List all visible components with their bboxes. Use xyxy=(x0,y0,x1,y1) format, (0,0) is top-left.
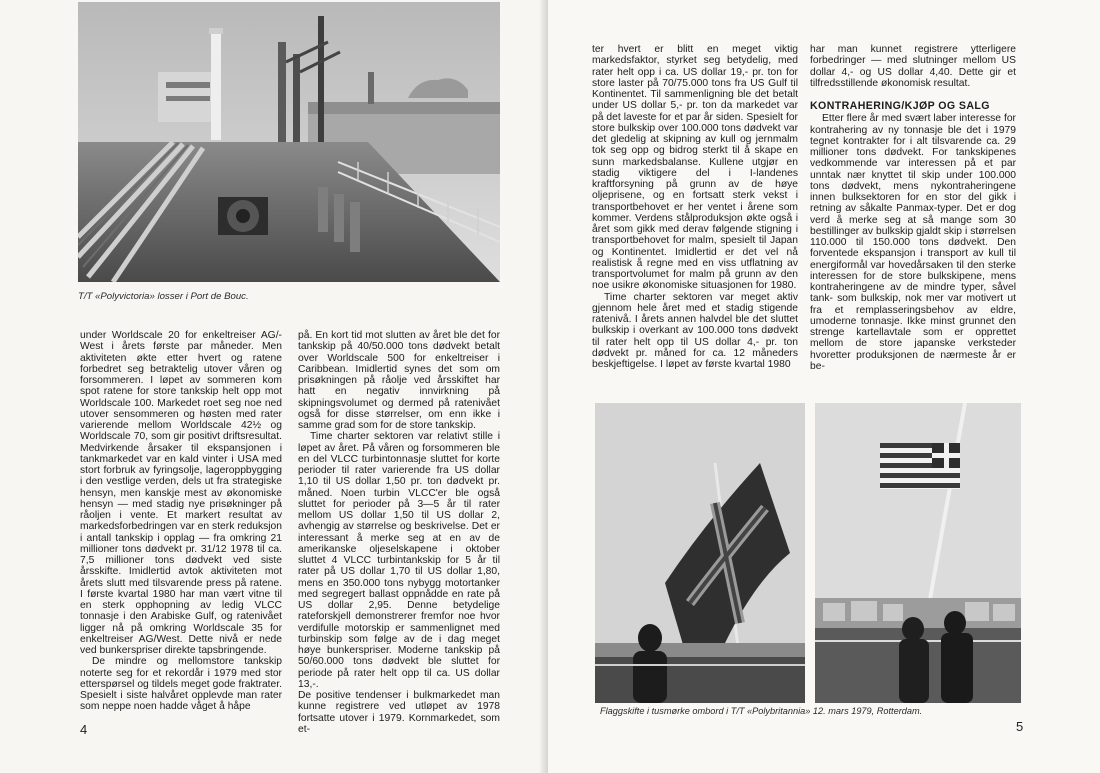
right-column-2 xyxy=(810,44,1016,372)
photo-caption-right: Flaggskifte i tusmørke ombord i T/T «Polybritannia» 12. mars 1979, Rotterdam. xyxy=(600,706,923,716)
page-number-left: 4 xyxy=(80,722,88,737)
paragraph: under Worldscale 20 for enkeltreiser AG/-West i årets første par måneder. Men aktiviteten økte etter hvert og ratene forbedret seg betraktelig utover våren og forsommeren. I løpet av sommeren kom spot ratene for store tankskip helt opp mot Worldscale 100. Markedet roet seg noe ned utover sensommeren og høsten med rater varierende mellom Worldscale 42½ og Worldscale 70, som gir positivt driftsresultat. Medvirkende årsaker til ekspansjonen i tankmarkedet var en kald vinter i USA med stort forbruk av fyringsolje, lageroppbygging i den vestlige verden, dels ut fra strategiske hensyn, men kanskje mest av økonomiske hensyn — med stadig nye prisøkninger på råoljen i vente. Et markert resultat av markedsforbedringen var en sterk reduksjon i antall tankskip i opplag — fra omkring 21 millioner tons dødvekt pr. 31/12 1978 til ca. 7,5 millioner tons dødvekt ved siste årsskifte. Imidlertid avtok aktiviteten mot årets slutt med tilsvarende press på ratene. I første kvartal 1980 har man vært vitne til en sterk opphopning av ledig VLCC tonnasje i den Arabiske Gulf, og ratenivået ligger nå på omkring Worldscale 35 for enkeltreiser AG/West. Dette nivå er nede ved bunkerspriser direkte tapsbringende. xyxy=(80,330,282,656)
section-heading: KONTRAHERING/KJØP OG SALG xyxy=(810,100,990,112)
page-number-right: 5 xyxy=(1016,719,1024,734)
right-column-1 xyxy=(592,44,798,370)
flag-photo-right xyxy=(815,403,1021,703)
photo-caption-left: T/T «Polyvictoria» losser i Port de Bouc. xyxy=(78,291,249,302)
paragraph: De positive tendenser i bulkmarkedet man kunne registrere ved utløpet av 1978 fortsatte utover i 1979. Kornmarkedet, som et- xyxy=(298,690,500,735)
flag-photo-left xyxy=(595,403,805,703)
left-page xyxy=(0,0,548,773)
paragraph: Time charter sektoren var relativt stille i løpet av året. På våren og forsommeren ble en del VLCC turbintonnasje sluttet for korte perioder til rater varierende fra US dollar 1,10 til US dollar 1,50 pr. ton dødvekt pr. måned. Noen turbin VLCC'er ble også sluttet for perioder på 3—5 år til rater mellom US dollar 1,50 til US dollar 2, avhengig av størrelse og beskrivelse. Det er interessant å merke seg at en av de amerikanske oljeselskapene i oktober sluttet 4 VLCC turbintankskip for 5 år til rater på US dollar 1,70 til US dollar 1,80, mens en 350.000 tons nybygg motortanker med segregert ballast oppnådde en rate på US dollar 2,95. Denne betydelige rateforskjell demonstrerer fremfor noe hvor verdifulle motorskip er sammenlignet med turbinskip som følge av de i dag meget høye bunkerspriser. Moderne tankskip på 50/60.000 tons dødvekt ble sluttet for periode på rater helt opp til ca. US dollar 13,-. xyxy=(298,431,500,690)
paragraph: Etter flere år med svært laber interesse for kontrahering av ny tonnasje ble det i 1979 tegnet kontrakter for i alt tilsvarende ca. 29 millioner tons dødvekt. For tankskipenes vedkommende var interessen på et par unntak nær knyttet til skip under 100.000 tons dødvekt, mens nykontraheringene innen bulksektoren for en stor del gikk i retning av såkalte Panmax-typer. Det er dog verd å merke seg at så mange som 30 bestillinger av bulkskip gjaldt skip i størrelsen 110.000 til 150.000 tons dødvekt. Den forventede ekspansjon i transport av kull til energiformål var hovedårsaken til den sterke interessen for de store bulkskipene, mens kontraheringene av de mindre typer, såvel tank- som bulkskip, nok mer var motivert ut fra et remplasseringsbehov av eldre, umoderne tonnasje. Ikke minst grunnet den strenge kartellavtale som er opprettet mellom de store japanske verksteder hvoretter produksjonen de nærmeste år er be- xyxy=(810,113,1016,372)
paragraph: De mindre og mellomstore tankskip noterte seg for et rekordår i 1979 med stor etterspørsel og tildels meget gode fraktrater. Spesielt i siste halvåret opplevde man rater som neppe noen hadde våget å håpe xyxy=(80,656,282,713)
tanker-deck-photo xyxy=(78,2,500,282)
right-page xyxy=(548,0,1100,773)
paragraph: på. En kort tid mot slutten av året ble det for tankskip på 40/50.000 tons dødvekt betalt over Worldscale 500 for enkeltreiser i Caribbean. Imidlertid synes det som om prisøkningen på råolje ved årsskiftet har hatt en negativ innvirkning på skipningsvolumet og dermed på ratenivået også for disse størrelser, om enn ikke i samme grad som for de store tankskip. xyxy=(298,330,500,431)
paragraph: ter hvert er blitt en meget viktig markedsfaktor, styrket seg betydelig, med rater helt opp i ca. US dollar 19,- pr. ton for store laster på 70/75.000 tons fra US Gulf til Kontinentet. Til sammenligning ble det betalt under US dollar 5,- pr. ton da markedet var på det laveste for et par år siden. Spesielt for store bulkskip over 100.000 tons dødvekt var det gledelig at skipning av kull og jernmalm tok seg opp og bidrog sterkt til å skape en sunn markedsbalanse. Kullene utgjør en stadig viktigere del i I-landenes kraftforsyning på grunn av de høye oljeprisene, og en fortsatt sterk vekst i transportbehovet er her ventet i årene som kommer. Verdens stålproduksjon økte også i året som gikk med derav følgende stigning i transportbehovet for malm, spesielt til Japan og Kontinentet. Imidlertid er det vel nå realistisk å regne med en viss utflatning av transportvolumet for malm på grunn av den noe usikre økonomiske situasjonen for 1980. xyxy=(592,44,798,292)
left-column-2 xyxy=(298,330,500,735)
paragraph: Time charter sektoren var meget aktiv gjennom hele året med et stadig stigende ratenivå. I årets annen halvdel ble det sluttet bulkskip i overkant av 100.000 tons dødvekt til rater helt opp til US dollar 4,- pr. ton dødvekt pr. måned for ca. 12 måneders beskjeftigelse. I løpet av første kvartal 1980 xyxy=(592,291,798,370)
left-column-1 xyxy=(80,330,282,713)
paragraph: har man kunnet registrere ytterligere forbedringer — med slutninger mellom US dollar 4,- og US dollar 4,40. Dette gir et tilfredsstillende økonomisk resultat. xyxy=(810,44,1016,89)
